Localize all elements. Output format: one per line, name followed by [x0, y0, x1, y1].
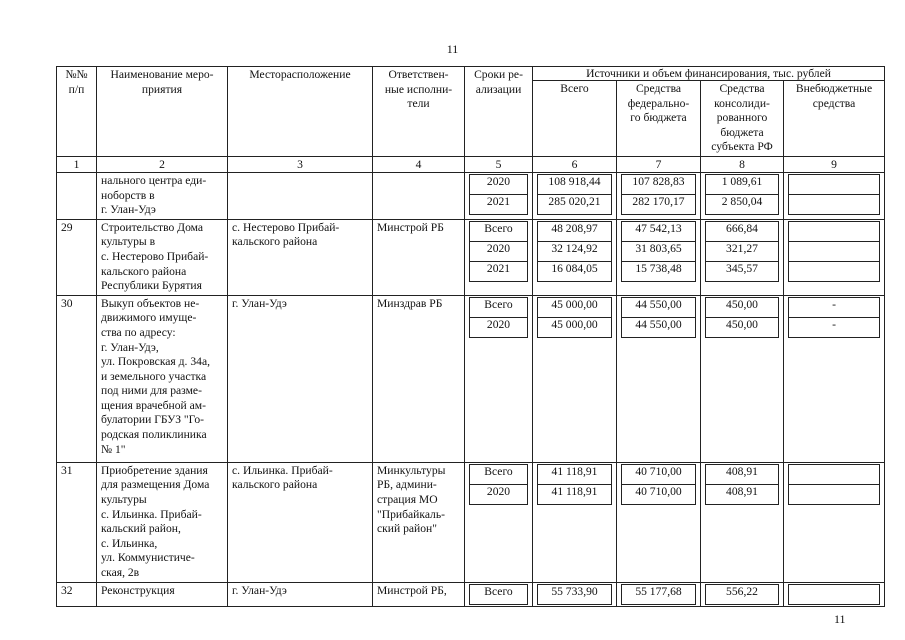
row-total-cell	[533, 295, 617, 462]
table-row	[57, 295, 885, 462]
row-consolidated: 666,84	[706, 221, 779, 241]
header-consolidated: Средства консолиди- рованного бюджета субъекта РФ	[701, 81, 784, 157]
row-total-cell	[533, 219, 617, 295]
column-numbers-row	[57, 156, 885, 172]
row-executor	[373, 172, 465, 219]
page-number-top: 11	[446, 42, 459, 56]
row-consolidated: 408,91	[706, 464, 779, 484]
column-number: 3	[228, 156, 373, 172]
row-name: Выкуп объектов не- движимого имуще- ства по адресу: г. Улан-Удэ, ул. Покровская д. 34а, и земельного участка под ними для разме- щения врачебной ам- булатории ГБУЗ "Го- родская поликлиника № 1"	[97, 295, 228, 462]
row-total: 285 020,21	[538, 194, 612, 214]
row-location: с. Ильинка. Прибай- кальского района	[228, 462, 373, 582]
row-extrabudget	[789, 464, 880, 484]
row-extrabudget-cell	[784, 462, 885, 582]
row-consolidated: 1 089,61	[706, 174, 779, 194]
row-name: Строительство Дома культуры в с. Нестерово Прибай- кальского района Республики Бурятия	[97, 219, 228, 295]
header-terms: Сроки ре- ализации	[465, 67, 533, 157]
row-federal: 282 170,17	[622, 194, 696, 214]
row-location	[228, 172, 373, 219]
row-total: 41 118,91	[538, 464, 612, 484]
column-number: 5	[465, 156, 533, 172]
row-number: 32	[57, 582, 97, 606]
row-federal: 31 803,65	[622, 241, 696, 261]
row-consolidated-cell	[701, 582, 784, 606]
row-consolidated: 321,27	[706, 241, 779, 261]
column-number: 8	[701, 156, 784, 172]
row-executor: Минстрой РБ,	[373, 582, 465, 606]
row-term: Всего	[470, 221, 528, 241]
row-federal: 40 710,00	[622, 484, 696, 504]
row-federal-cell	[617, 462, 701, 582]
table-row	[57, 462, 885, 582]
row-federal: 40 710,00	[622, 464, 696, 484]
row-extrabudget	[789, 221, 880, 241]
row-consolidated-cell	[701, 462, 784, 582]
row-extrabudget	[789, 261, 880, 281]
row-term-cell	[465, 172, 533, 219]
row-extrabudget-cell	[784, 219, 885, 295]
row-federal-cell	[617, 219, 701, 295]
row-number: 30	[57, 295, 97, 462]
row-consolidated-cell	[701, 295, 784, 462]
header-sources: Источники и объем финансирования, тыс. рублей	[533, 67, 885, 81]
row-term-cell	[465, 295, 533, 462]
row-federal-cell	[617, 582, 701, 606]
row-term: Всего	[470, 297, 528, 317]
page-number-bottom: 11	[834, 612, 846, 626]
row-total: 108 918,44	[538, 174, 612, 194]
row-extrabudget-cell	[784, 295, 885, 462]
row-total: 16 084,05	[538, 261, 612, 281]
column-number: 2	[97, 156, 228, 172]
row-consolidated: 2 850,04	[706, 194, 779, 214]
row-extrabudget	[789, 484, 880, 504]
row-number	[57, 172, 97, 219]
row-executor: Минкультуры РБ, админи- страция МО "Прибайкаль- ский район"	[373, 462, 465, 582]
row-executor: Минздрав РБ	[373, 295, 465, 462]
column-number: 9	[784, 156, 885, 172]
row-total: 55 733,90	[538, 584, 612, 604]
row-total: 48 208,97	[538, 221, 612, 241]
row-term: 2020	[470, 241, 528, 261]
header-row-1	[57, 67, 885, 81]
row-consolidated: 450,00	[706, 317, 779, 337]
row-federal: 55 177,68	[622, 584, 696, 604]
row-consolidated: 450,00	[706, 297, 779, 317]
row-name: нального центра еди- ноборств в г. Улан-Удэ	[97, 172, 228, 219]
row-consolidated: 556,22	[706, 584, 779, 604]
row-term: 2020	[470, 484, 528, 504]
row-consolidated: 408,91	[706, 484, 779, 504]
row-term: Всего	[470, 464, 528, 484]
header-name: Наименование меро- приятия	[97, 67, 228, 157]
financing-table	[56, 66, 885, 607]
row-executor: Минстрой РБ	[373, 219, 465, 295]
row-extrabudget	[789, 174, 880, 194]
row-term: 2021	[470, 261, 528, 281]
row-extrabudget	[789, 584, 880, 604]
column-number: 6	[533, 156, 617, 172]
table-row	[57, 219, 885, 295]
row-name: Приобретение здания для размещения Дома культуры с. Ильинка. Прибай- кальский район, с. Ильинка, ул. Коммунистиче- ская, 2в	[97, 462, 228, 582]
header-federal: Средства федерально- го бюджета	[617, 81, 701, 157]
row-term-cell	[465, 462, 533, 582]
header-location: Месторасположение	[228, 67, 373, 157]
row-extrabudget	[789, 241, 880, 261]
row-term: 2021	[470, 194, 528, 214]
row-total-cell	[533, 462, 617, 582]
column-number: 1	[57, 156, 97, 172]
row-extrabudget: -	[789, 317, 880, 337]
row-term: 2020	[470, 317, 528, 337]
row-federal: 107 828,83	[622, 174, 696, 194]
column-number: 7	[617, 156, 701, 172]
table-row	[57, 172, 885, 219]
column-number: 4	[373, 156, 465, 172]
row-total: 41 118,91	[538, 484, 612, 504]
row-total: 45 000,00	[538, 297, 612, 317]
row-location: г. Улан-Удэ	[228, 582, 373, 606]
row-number: 31	[57, 462, 97, 582]
row-federal: 15 738,48	[622, 261, 696, 281]
row-total-cell	[533, 582, 617, 606]
row-term: Всего	[470, 584, 528, 604]
row-name: Реконструкция	[97, 582, 228, 606]
row-term-cell	[465, 582, 533, 606]
row-number: 29	[57, 219, 97, 295]
row-extrabudget: -	[789, 297, 880, 317]
header-total: Всего	[533, 81, 617, 157]
row-location: с. Нестерово Прибай- кальского района	[228, 219, 373, 295]
header-executors: Ответствен- ные исполни- тели	[373, 67, 465, 157]
row-consolidated-cell	[701, 219, 784, 295]
row-term: 2020	[470, 174, 528, 194]
row-extrabudget-cell	[784, 172, 885, 219]
header-num: №№ п/п	[57, 67, 97, 157]
header-extrabudget: Внебюджетные средства	[784, 81, 885, 157]
row-extrabudget	[789, 194, 880, 214]
table-row	[57, 582, 885, 606]
row-federal-cell	[617, 172, 701, 219]
row-federal: 44 550,00	[622, 297, 696, 317]
row-federal: 47 542,13	[622, 221, 696, 241]
row-term-cell	[465, 219, 533, 295]
row-total: 32 124,92	[538, 241, 612, 261]
row-consolidated: 345,57	[706, 261, 779, 281]
row-extrabudget-cell	[784, 582, 885, 606]
row-federal: 44 550,00	[622, 317, 696, 337]
row-total-cell	[533, 172, 617, 219]
row-total: 45 000,00	[538, 317, 612, 337]
row-federal-cell	[617, 295, 701, 462]
row-consolidated-cell	[701, 172, 784, 219]
row-location: г. Улан-Удэ	[228, 295, 373, 462]
